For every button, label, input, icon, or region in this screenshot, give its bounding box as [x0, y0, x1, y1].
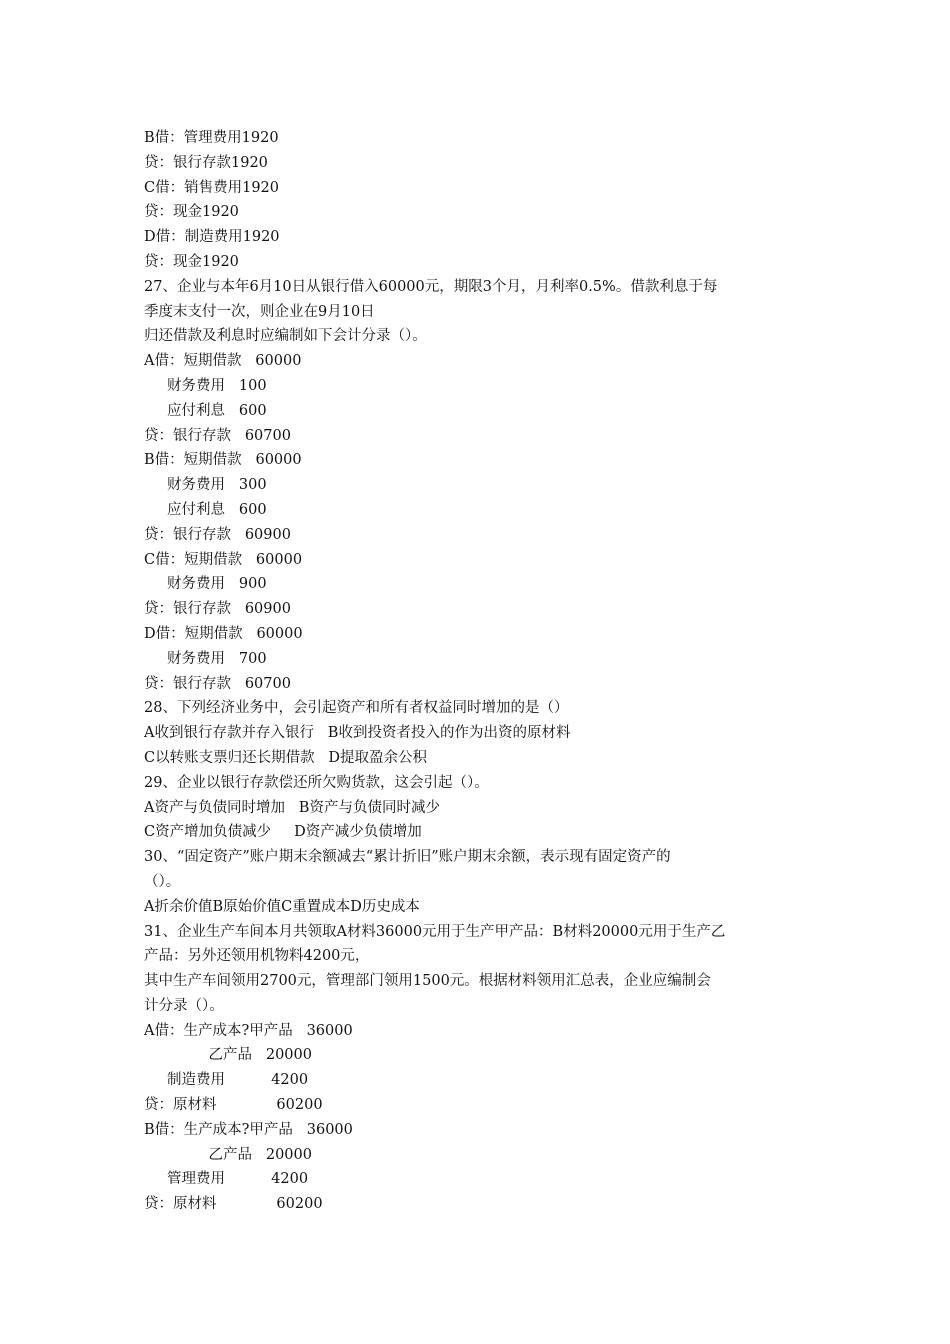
text-line: B借：生产成本?甲产品 36000 — [144, 1121, 353, 1138]
text-line: 乙产品 20000 — [144, 1146, 312, 1163]
text-line: 乙产品 20000 — [144, 1047, 312, 1064]
text-line: 贷：原材料 60200 — [144, 1097, 323, 1114]
text-line: C资产增加负债减少 D资产减少负债增加 — [144, 824, 422, 841]
text-line: D借：制造费用1920 — [144, 229, 280, 246]
text-line: 贷：现金1920 — [144, 204, 239, 221]
text-line: A借：短期借款 60000 — [144, 353, 302, 370]
text-line: C借：短期借款 60000 — [144, 551, 303, 568]
text-line: 产品：另外还领用机物料4200元， — [144, 948, 370, 965]
text-line: （）。 — [144, 873, 181, 890]
text-line: 管理费用 4200 — [144, 1171, 309, 1188]
text-line: 贷：原材料 60200 — [144, 1196, 323, 1213]
text-line: 其中生产车间领用2700元，管理部门领用1500元。根据材料领用汇总表，企业应编制会 — [144, 973, 711, 990]
text-line: 归还借款及利息时应编制如下会计分录（）。 — [144, 328, 427, 345]
text-line: 应付利息 600 — [144, 501, 267, 518]
text-line: 应付利息 600 — [144, 402, 267, 419]
text-line: C借：销售费用1920 — [144, 179, 279, 196]
text-line: 季度末支付一次，则企业在9月10日 — [144, 303, 375, 320]
text-line: 财务费用 300 — [144, 477, 267, 494]
text-line: A折余价值B原始价值C重置成本D历史成本 — [144, 898, 420, 915]
text-line: 贷：银行存款 60700 — [144, 675, 291, 692]
text-line: 财务费用 900 — [144, 576, 267, 593]
text-line: A资产与负债同时增加 B资产与负债同时减少 — [144, 799, 440, 816]
text-line: A收到银行存款并存入银行 B收到投资者投入的作为出资的原材料 — [144, 725, 571, 742]
text-line: A借：生产成本?甲产品 36000 — [144, 1022, 353, 1039]
text-line: 财务费用 100 — [144, 377, 267, 394]
document-body — [144, 126, 824, 1217]
text-line: 贷：银行存款 60900 — [144, 526, 291, 543]
text-line: B借：短期借款 60000 — [144, 452, 302, 469]
text-line: 29、企业以银行存款偿还所欠购货款，这会引起（）。 — [144, 774, 489, 791]
text-line: 制造费用 4200 — [144, 1072, 309, 1089]
text-line: D借：短期借款 60000 — [144, 625, 303, 642]
text-line: 财务费用 700 — [144, 650, 267, 667]
text-line: 贷：银行存款1920 — [144, 154, 268, 171]
text-line: C以转账支票归还长期借款 D提取盈余公积 — [144, 749, 428, 766]
text-line: 贷：银行存款 60700 — [144, 427, 291, 444]
text-line: 贷：银行存款 60900 — [144, 601, 291, 618]
text-line: 31、企业生产车间本月共领取A材料36000元用于生产甲产品：B材料20000元用于生产乙 — [144, 923, 726, 940]
text-line: 计分录（）。 — [144, 997, 224, 1014]
text-line: 30、“固定资产”账户期末余额减去“累计折旧”账户期末余额，表示现有固定资产的 — [144, 849, 671, 866]
text-line: 27、企业与本年6月10日从银行借入60000元，期限3个月，月利率0.5%。借款利息于每 — [144, 278, 718, 295]
text-line: 贷：现金1920 — [144, 253, 239, 270]
text-line: B借：管理费用1920 — [144, 130, 279, 146]
text-line: 28、下列经济业务中，会引起资产和所有者权益同时增加的是（） — [144, 700, 569, 717]
